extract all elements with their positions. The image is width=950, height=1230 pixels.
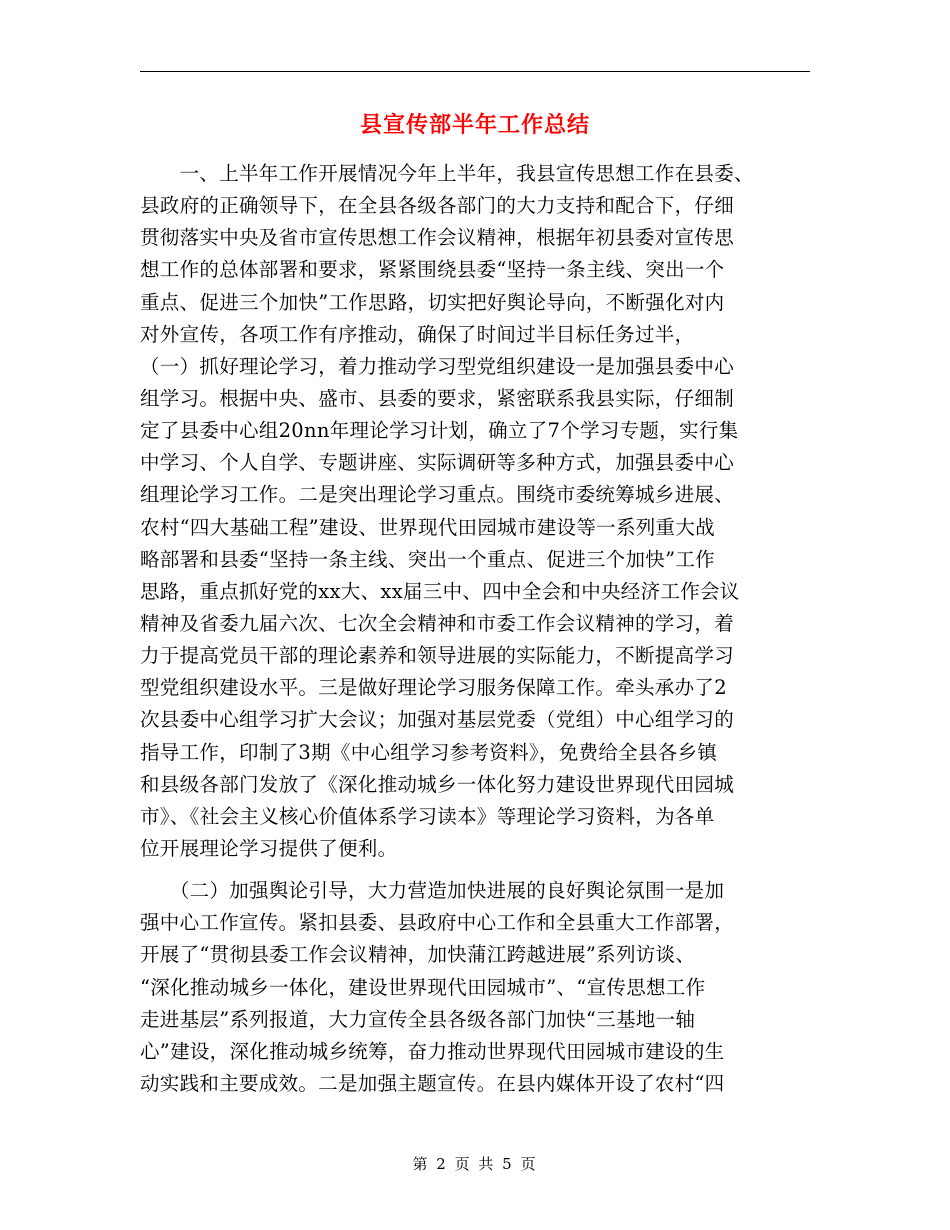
text-line: 贯彻落实中央及省市宣传思想工作会议精神，根据年初县委对宣传思 (140, 226, 735, 250)
text-line: 开展了“贯彻县委工作会议精神，加快蒲江跨越进展”系列访谈、 (140, 943, 696, 967)
text-line: 次县委中心组学习扩大会议；加强对基层党委（党组）中心组学习的 (140, 708, 735, 732)
text-line: 农村“四大基础工程”建设、世界现代田园城市建设等一系列重大战 (140, 515, 715, 539)
text-line: 思路，重点抓好党的xx大、xx届三中、四中全会和中央经济工作会议 (140, 579, 740, 603)
text-line: （二）加强舆论引导，大力营造加快进展的良好舆论氛围一是加 (140, 879, 725, 903)
header-rule (140, 71, 810, 72)
document-title: 县宣传部半年工作总结 (359, 112, 590, 138)
text-line: 市》、《社会主义核心价值体系学习读本》等理论学习资料，为各单 (140, 804, 715, 828)
text-line: 位开展理论学习提供了便利。 (140, 836, 398, 860)
paragraph-gap (140, 865, 812, 875)
text-line: 力于提高党员干部的理论素养和领导进展的实际能力，不断提高学习 (140, 644, 735, 668)
text-line: 心”建设，深化推动城乡统筹，奋力推动世界现代田园城市建设的生 (140, 1039, 725, 1063)
text-line: 县政府的正确领导下，在全县各级各部门的大力支持和配合下，仔细 (140, 194, 735, 218)
text-line: 走进基层”系列报道，大力宣传全县各级各部门加快“三基地一轴 (140, 1007, 696, 1031)
paragraph-2 (140, 875, 812, 1100)
text-line: 略部署和县委“坚持一条主线、突出一个重点、促进三个加快”工作 (140, 547, 715, 571)
text-line: 想工作的总体部署和要求，紧紧围绕县委“坚持一条主线、突出一个 (140, 258, 725, 282)
text-line: 重点、促进三个加快”工作思路，切实把好舆论导向，不断强化对内 (140, 290, 725, 314)
text-line: “深化推动城乡一体化，建设世界现代田园城市”、“宣传思想工作 (140, 975, 706, 999)
text-line: 组理论学习工作。二是突出理论学习重点。围绕市委统筹城乡进展、 (140, 483, 735, 507)
paragraph-1 (140, 158, 812, 865)
text-line: 组学习。根据中央、盛市、县委的要求，紧密联系我县实际，仔细制 (140, 386, 735, 410)
text-line: 中学习、个人自学、专题讲座、实际调研等多种方式，加强县委中心 (140, 451, 735, 475)
text-line: 动实践和主要成效。二是加强主题宣传。在县内媒体开设了农村“四 (140, 1071, 725, 1095)
text-line: 精神及省委九届六次、七次全会精神和市委工作会议精神的学习，着 (140, 611, 735, 635)
text-line: 对外宣传，各项工作有序推动，确保了时间过半目标任务过半， (140, 322, 695, 346)
text-line: 型党组织建设水平。三是做好理论学习服务保障工作。牵头承办了2 (140, 676, 727, 700)
text-line: 定了县委中心组20nn年理论学习计划，确立了7个学习专题，实行集 (140, 419, 739, 443)
text-line: 和县级各部门发放了《深化推动城乡一体化努力建设世界现代田园城 (140, 772, 735, 796)
text-line: 指导工作，印制了3期《中心组学习参考资料》，免费给全县各乡镇 (140, 740, 718, 764)
text-line: 一、上半年工作开展情况今年上半年，我县宣传思想工作在县委、 (140, 162, 754, 185)
text-line: 强中心工作宣传。紧扣县委、县政府中心工作和全县重大工作部署， (140, 911, 735, 935)
document-body (140, 158, 812, 1100)
text-line: （一）抓好理论学习，着力推动学习型党组织建设一是加强县委中心 (140, 354, 735, 378)
page-footer: 第 2 页 共 5 页 (412, 1155, 538, 1173)
